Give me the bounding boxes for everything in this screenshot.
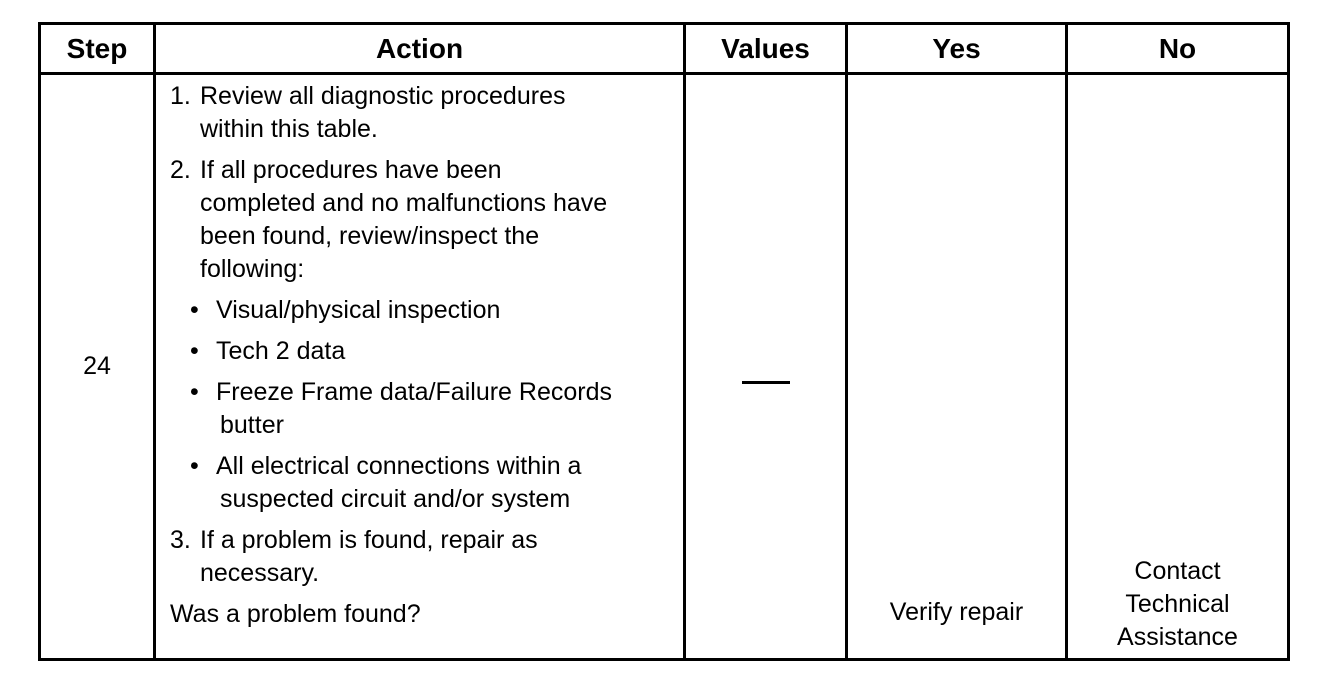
- step-2-line-4: following:: [200, 255, 305, 283]
- header-step: Step: [40, 24, 155, 74]
- step-2-line-3: been found, review/inspect the: [200, 222, 540, 250]
- step-1-number: 1.: [170, 82, 191, 110]
- header-values: Values: [685, 24, 847, 74]
- no-result-line-2: Technical: [1125, 590, 1230, 618]
- inspection-bullet-list: [170, 294, 675, 516]
- bullet-icon: •: [190, 337, 199, 365]
- no-result-line-3: Assistance: [1117, 623, 1238, 651]
- bullet-item-freeze-frame: [170, 376, 675, 442]
- header-no: No: [1067, 24, 1289, 74]
- no-value-dash: [742, 381, 790, 384]
- bullet-4-line-2: suspected circuit and/or system: [220, 485, 571, 513]
- yes-result: Verify repair: [847, 74, 1067, 660]
- values-cell: [685, 74, 847, 660]
- step-2-line-2: completed and no malfunctions have: [200, 189, 608, 217]
- bullet-icon: •: [190, 378, 199, 406]
- header-yes: Yes: [847, 24, 1067, 74]
- step-1-line-1: Review all diagnostic procedures: [200, 82, 566, 110]
- bullet-2-text: Tech 2 data: [216, 337, 346, 365]
- bullet-item-visual: [170, 294, 675, 327]
- header-action: Action: [155, 24, 685, 74]
- bullet-icon: •: [190, 296, 199, 324]
- bullet-3-line-2: butter: [220, 411, 284, 439]
- diagnostic-table: [38, 22, 1290, 661]
- bullet-4-line-1: All electrical connections within a: [216, 452, 582, 480]
- table-row: [40, 74, 1289, 660]
- action-cell: [155, 74, 685, 660]
- bullet-icon: •: [190, 452, 199, 480]
- bullet-item-electrical: [170, 450, 675, 516]
- no-result-line-1: Contact: [1134, 557, 1221, 585]
- step-3-line-1: If a problem is found, repair as: [200, 526, 538, 554]
- action-step-2: [170, 154, 675, 286]
- header-row: [40, 24, 1289, 74]
- step-2-line-1: If all procedures have been: [200, 156, 502, 184]
- step-2-number: 2.: [170, 156, 191, 184]
- action-step-3: [170, 524, 675, 590]
- step-1-line-2: within this table.: [200, 115, 378, 143]
- no-result-cell: [1067, 74, 1289, 660]
- action-question: Was a problem found?: [170, 600, 421, 628]
- step-3-line-2: necessary.: [200, 559, 320, 587]
- action-step-1: [170, 80, 675, 146]
- step-number: 24: [40, 74, 155, 660]
- bullet-item-tech2: [170, 335, 675, 368]
- bullet-3-line-1: Freeze Frame data/Failure Records: [216, 378, 612, 406]
- step-3-number: 3.: [170, 526, 191, 554]
- bullet-1-text: Visual/physical inspection: [216, 296, 501, 324]
